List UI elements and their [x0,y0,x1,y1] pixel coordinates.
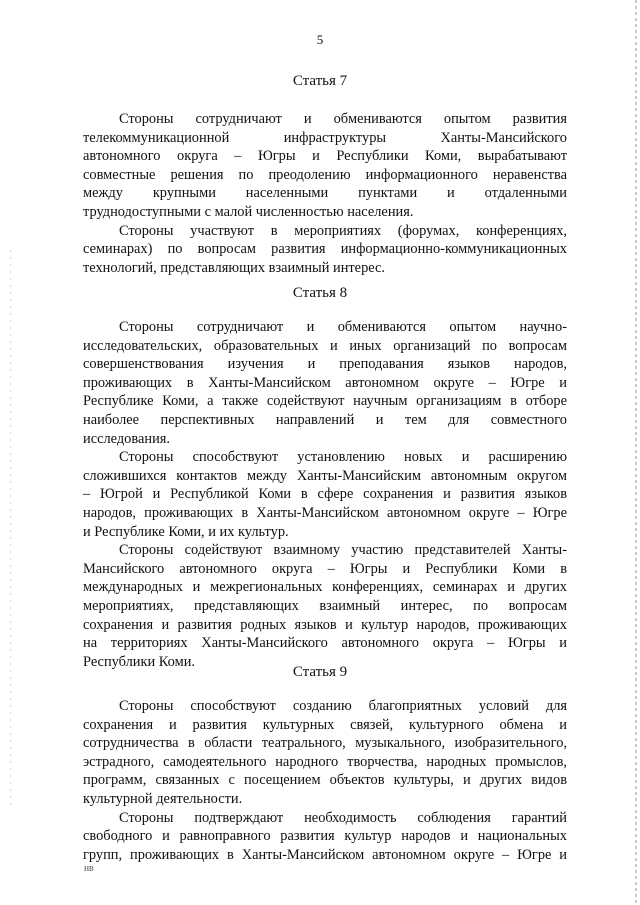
article-7-paragraph-1 [83,110,567,222]
text-line: – Югрой и Республикой Коми в сфере сохранения и развития языков [83,486,567,503]
article-8-paragraph-2 [83,448,567,541]
text-line: программ, связанных с посещением объектов культуры, и других видов [83,772,567,789]
text-line: Стороны способствуют созданию благоприятных условий для [119,698,567,714]
text-line: Республики Коми. [83,653,195,670]
text-line: сохранения и развития родных языков и культур народов, проживающих [83,616,567,633]
scan-edge-right [635,0,637,905]
text-line: семинарах) по вопросам развития информационно-коммуникационных [83,241,567,258]
text-line: между крупными населенными пунктами и отдаленными [83,185,567,202]
article-8-heading: Статья 8 [292,285,348,301]
text-line: Стороны участвуют в мероприятиях (форумах, конференциях, [119,222,567,239]
text-line: проживающих в Ханты-Мансийском автономном округе – Югре и [83,374,567,391]
text-line: исследовательских, образовательных и иных организаций по вопросам [83,337,567,354]
text-line: сложившихся контактов между Ханты-Мансийским автономным округом [83,467,567,484]
footer-mark: НВ [84,865,94,873]
text-line: телекоммуникационной инфраструктуры Ханты-Мансийского [83,129,567,146]
text-line: Республике Коми, а также содействуют научным организациям в отборе [83,393,567,410]
text-line: совершенствования изучения и преподавания языков народов, [83,356,567,373]
article-7-paragraph-2 [83,222,567,278]
text-line: сотрудничества в области театрального, музыкального, изобразительного, [83,735,567,752]
text-line: сохранения и развития культурных связей, культурного обмена и [83,716,567,733]
text-line: совместные решения по преодолению информационного неравенства [83,166,567,183]
text-line: мероприятиях, представляющих взаимный интерес, по вопросам [83,597,567,614]
text-line: Стороны содействуют взаимному участию представителей Ханты- [119,542,567,559]
text-line: групп, проживающих в Ханты-Мансийском автономном округе – Югре и [83,846,567,863]
article-7-heading: Статья 7 [292,73,348,89]
text-line: эстрадного, самодеятельного народного творчества, народных промыслов, [83,753,567,770]
page-number: 5 [316,32,324,47]
text-line: культурной деятельности. [83,790,243,807]
article-8-paragraph-1 [83,318,567,448]
article-9-paragraph-1 [83,697,567,809]
text-line: Мансийского автономного округа – Югры и Республики Коми в [83,560,567,577]
text-line: наиболее перспективных направлений и тем для совместного [83,411,567,428]
text-line: технологий, представляющих взаимный интерес. [83,259,385,276]
text-line: автономного округа – Югры и Республики Коми, вырабатывают [83,148,567,165]
text-line: Стороны способствуют установлению новых и расширению [119,449,567,466]
text-line: на территориях Ханты-Мансийского автономного округа – Югры и [83,635,567,652]
text-line: народов, проживающих в Ханты-Мансийском автономном округе – Югре [83,504,567,521]
scan-edge-left [10,250,11,810]
article-8-paragraph-3 [83,541,567,671]
text-line: Стороны сотрудничают и обмениваются опытом научно- [119,319,567,335]
text-line: Стороны подтверждают необходимость соблюдения гарантий [119,809,567,826]
text-line: международных и межрегиональных конференциях, семинарах и других [83,579,567,596]
text-line: свободного и равноправного развития культур народов и национальных [83,828,567,845]
text-line: Стороны сотрудничают и обмениваются опытом развития [119,111,567,127]
article-9-paragraph-2 [83,809,567,865]
text-line: труднодоступными с малой численностью населения. [83,203,414,220]
text-line: и Республике Коми, и их культур. [83,523,289,540]
article-9-heading: Статья 9 [292,664,348,680]
text-line: исследования. [83,430,170,447]
